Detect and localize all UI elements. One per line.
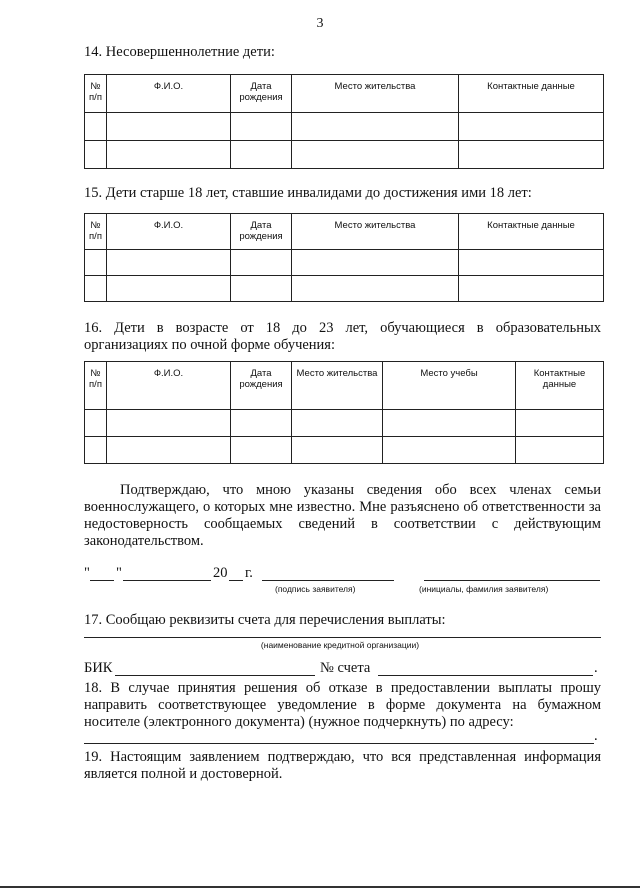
col-birth-date: Дата рождения — [231, 362, 292, 410]
col-number: № п/п — [85, 362, 107, 410]
col-birth-date: Дата рождения — [231, 75, 292, 113]
col-study-place: Место учебы — [383, 362, 516, 410]
section-15-title: 15. Дети старше 18 лет, ставшие инвалидами до достижения ими 18 лет: — [84, 185, 532, 201]
col-full-name: Ф.И.О. — [107, 214, 231, 250]
disabled-adult-children-table — [84, 213, 604, 302]
col-full-name: Ф.И.О. — [107, 75, 231, 113]
col-number: № п/п — [85, 75, 107, 113]
month-field[interactable] — [123, 580, 211, 581]
table-row — [85, 437, 604, 464]
confirmation-paragraph: Подтверждаю, что мною указаны сведения обо всех членах семьи военнослужащего, о которых мне известно. Мне разъяснено об ответственности за недостоверность сообщаемых сведений в соответствии с действующим законодательством. — [84, 482, 601, 549]
page-number: 3 — [316, 16, 324, 31]
name-caption: (инициалы, фамилия заявителя) — [419, 584, 549, 594]
col-contacts: Контактные данные — [459, 75, 604, 113]
address-field[interactable] — [84, 743, 594, 744]
table-row — [85, 113, 604, 141]
col-birth-date: Дата рождения — [231, 214, 292, 250]
col-full-name: Ф.И.О. — [107, 362, 231, 410]
student-children-table — [84, 361, 604, 464]
section-14-title: 14. Несовершеннолетние дети: — [84, 44, 275, 60]
col-residence: Место жительства — [292, 362, 383, 410]
year-suffix: г. — [245, 565, 253, 581]
table-row — [85, 141, 604, 169]
page-edge — [0, 886, 640, 888]
section-19-text: 19. Настоящим заявлением подтверждаю, что вся представленная информация является полной и достоверной. — [84, 749, 601, 782]
col-residence: Место жительства — [292, 75, 459, 113]
col-contacts: Контактные данные — [459, 214, 604, 250]
account-period: . — [594, 660, 598, 676]
signature-field[interactable] — [262, 580, 394, 581]
address-period: . — [594, 728, 598, 744]
account-number-field[interactable] — [378, 675, 593, 676]
section-16-title: 16. Дети в возрасте от 18 до 23 лет, обучающиеся в образовательных организациях по очной форме обучения: — [84, 320, 601, 353]
section-17-title: 17. Сообщаю реквизиты счета для перечисления выплаты: — [84, 612, 446, 628]
year-field[interactable] — [229, 580, 243, 581]
name-field[interactable] — [424, 580, 600, 581]
table-row — [85, 250, 604, 276]
col-number: № п/п — [85, 214, 107, 250]
date-close-quote: " — [116, 565, 122, 581]
col-residence: Место жительства — [292, 214, 459, 250]
table-row — [85, 410, 604, 437]
minor-children-table — [84, 74, 604, 169]
col-contacts: Контактные данные — [516, 362, 604, 410]
account-label: № счета — [320, 660, 371, 676]
bik-field[interactable] — [115, 675, 315, 676]
bank-name-field[interactable] — [84, 637, 601, 638]
day-field[interactable] — [90, 580, 114, 581]
section-18-text: 18. В случае принятия решения об отказе в предоставлении выплаты прошу направить соответствующее уведомление в форме документа на бумажном носителе (электронного документа) (нужное подчеркнуть) по адресу: — [84, 680, 601, 730]
bik-label: БИК — [84, 660, 113, 676]
date-open-quote: " — [84, 565, 90, 581]
signature-caption: (подпись заявителя) — [275, 584, 356, 594]
year-prefix: 20 — [213, 565, 228, 581]
table-row — [85, 276, 604, 302]
bank-name-caption: (наименование кредитной организации) — [260, 640, 420, 650]
